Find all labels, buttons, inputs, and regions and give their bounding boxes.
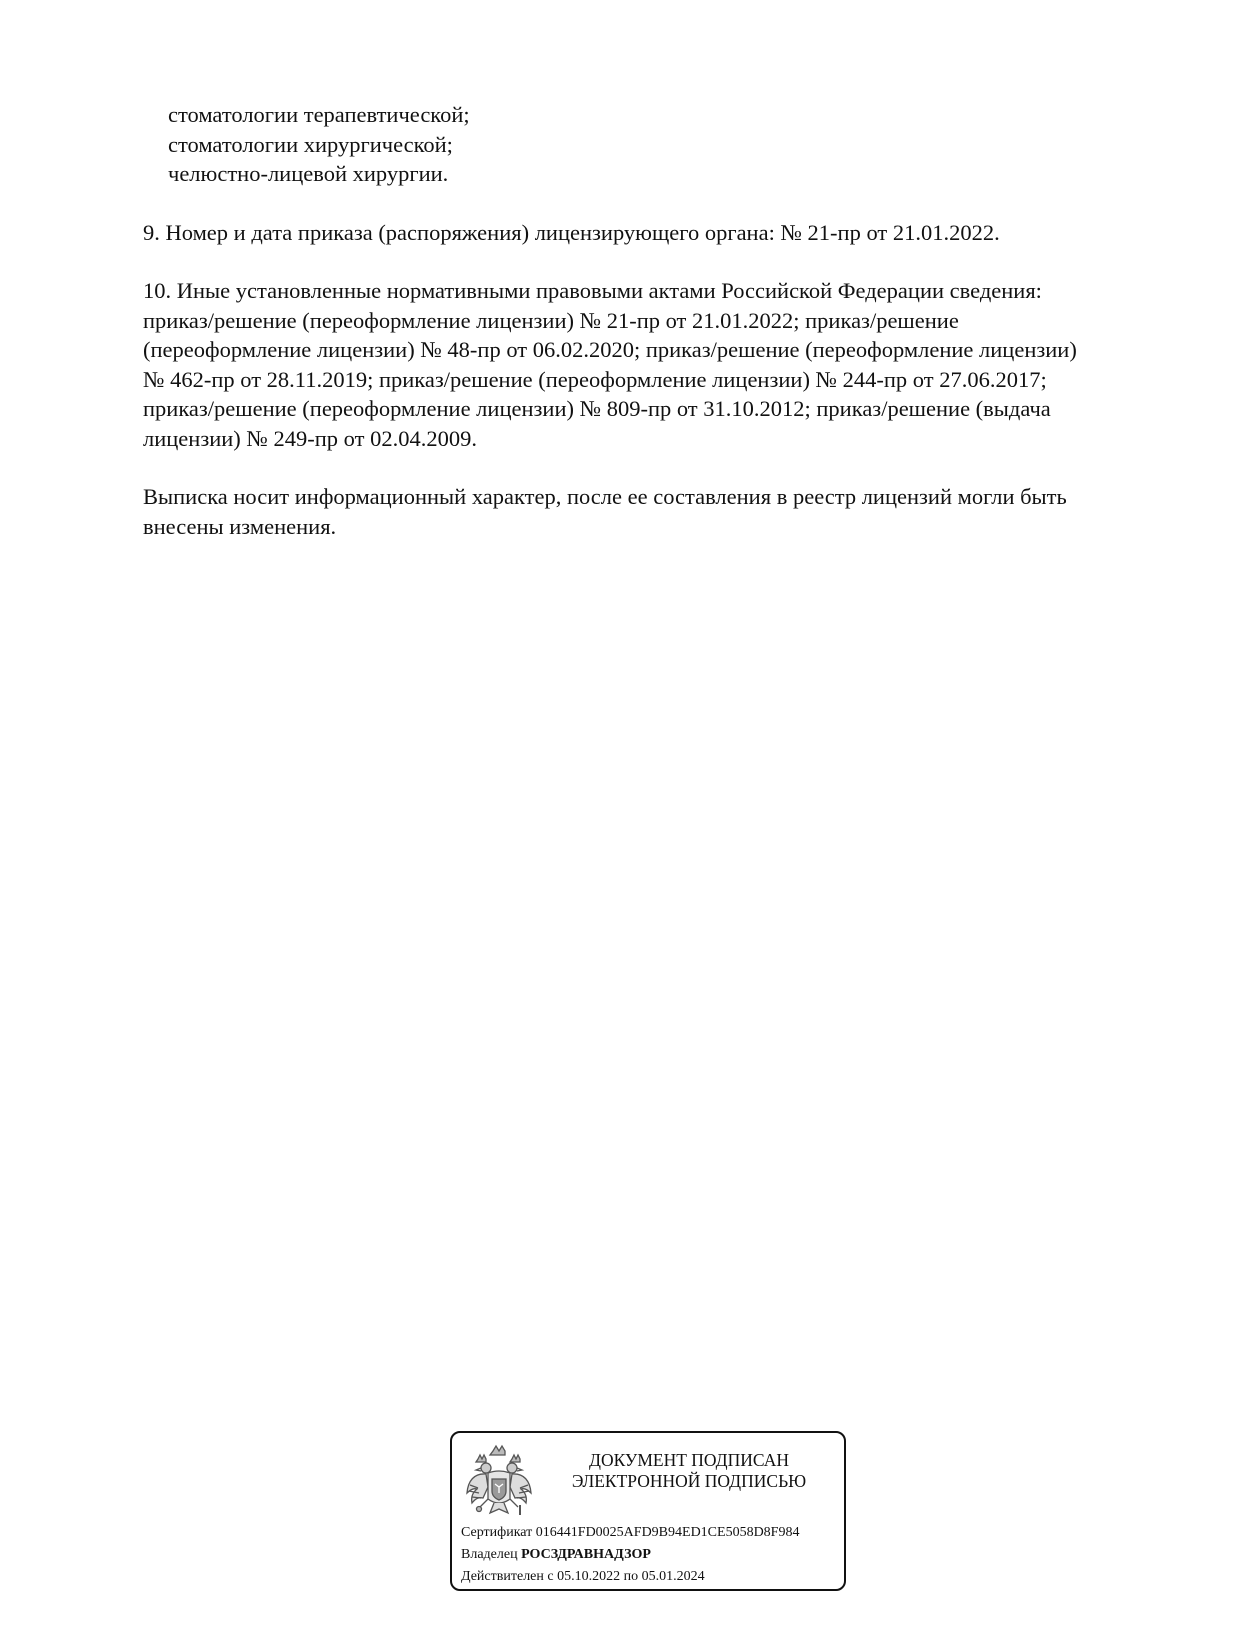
russian-coat-of-arms-icon (464, 1441, 534, 1523)
stamp-title (544, 1450, 834, 1492)
list-item: челюстно-лицевой хирургии. (168, 161, 449, 186)
valid-from-word: с (547, 1569, 554, 1584)
document-body (143, 100, 1143, 541)
stamp-title-line: ЭЛЕКТРОННОЙ ПОДПИСЬЮ (571, 1471, 807, 1491)
validity-row (461, 1566, 799, 1588)
paragraph-line: Выписка носит информационный характер, после ее составления в реестр лицензий могли быть (143, 484, 1067, 509)
paragraph-line: приказ/решение (переоформление лицензии) № 21-пр от 21.01.2022; приказ/решение (143, 307, 959, 333)
paragraph-line: (переоформление лицензии) № 48-пр от 06.02.2020; приказ/решение (переоформление лицензии) (143, 337, 1077, 362)
list-item: стоматологии терапевтической; (168, 102, 470, 127)
paragraph-line: приказ/решение (переоформление лицензии) № 809-пр от 31.10.2012; приказ/решение (выдача (143, 396, 1051, 421)
valid-from: 05.10.2022 (557, 1569, 621, 1584)
paragraph-line: лицензии) № 249-пр от 02.04.2009. (143, 425, 477, 451)
other-details-paragraph (143, 276, 1143, 453)
owner-value: РОСЗДРАВНАДЗОР (521, 1547, 651, 1562)
owner-label: Владелец (461, 1547, 518, 1562)
paragraph-line: № 462-пр от 28.11.2019; приказ/решение (переоформление лицензии) № 244-пр от 27.06.2017; (143, 366, 1047, 392)
certificate-label: Сертификат (461, 1525, 533, 1540)
stamp-details (461, 1522, 799, 1588)
certificate-value: 016441FD0025AFD9B94ED1CE5058D8F984 (535, 1525, 800, 1540)
specialty-list-continuation (143, 100, 1143, 189)
valid-label: Действителен (461, 1569, 544, 1584)
electronic-signature-stamp (450, 1431, 846, 1591)
paragraph-line: 10. Иные установленные нормативными правовыми актами Российской Федерации сведения: (143, 278, 1042, 303)
stamp-title-line: ДОКУМЕНТ ПОДПИСАН (589, 1450, 789, 1470)
owner-row (461, 1544, 799, 1566)
certificate-row (461, 1522, 799, 1544)
list-item: стоматологии хирургической; (168, 131, 453, 157)
order-number-paragraph: 9. Номер и дата приказа (распоряжения) лицензирующего органа: № 21-пр от 21.01.2022. (143, 219, 1000, 245)
paragraph-line: внесены изменения. (143, 513, 337, 539)
valid-to: 05.01.2024 (641, 1569, 705, 1584)
disclaimer-paragraph (143, 482, 1143, 541)
valid-to-word: по (623, 1569, 639, 1584)
